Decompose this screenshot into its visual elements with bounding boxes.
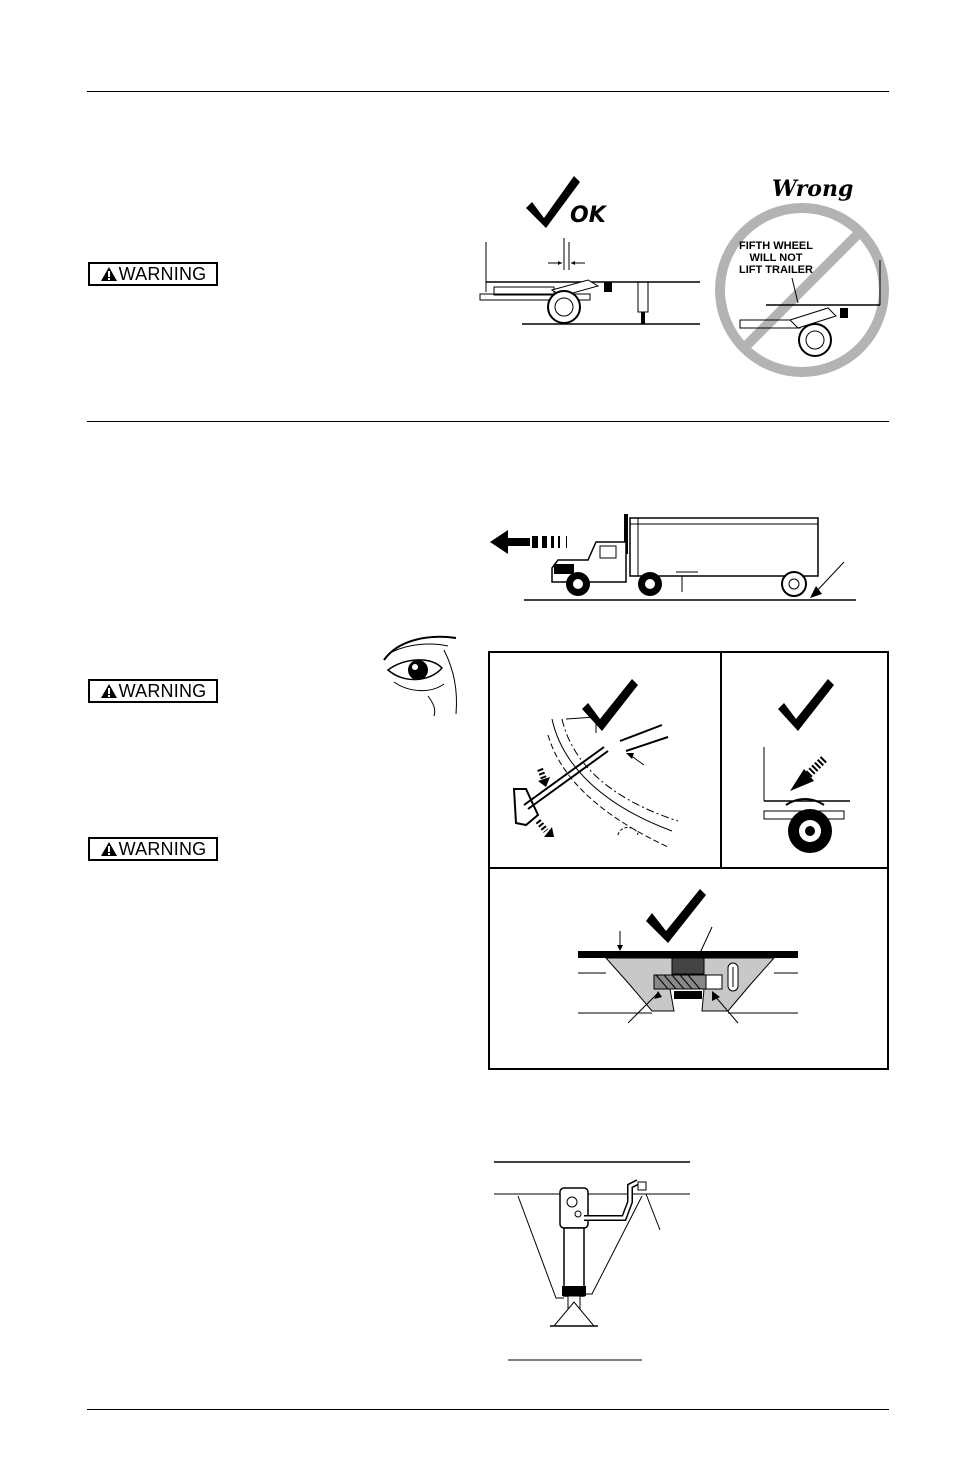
warning-text: WARNING bbox=[118, 263, 207, 284]
middle-rule bbox=[87, 421, 889, 422]
top-rule bbox=[87, 91, 889, 92]
ok-label: OK bbox=[570, 203, 606, 228]
checkmark-icon bbox=[778, 679, 834, 731]
checkmark-icon bbox=[582, 679, 638, 731]
release-handle-figure bbox=[492, 655, 718, 865]
warning-label-3 bbox=[88, 837, 218, 861]
prohibition-line-1: FIFTH WHEEL bbox=[739, 240, 813, 252]
truck-backing-figure bbox=[488, 512, 858, 604]
kingpin-lock-figure bbox=[492, 871, 885, 1066]
eye-illustration bbox=[378, 630, 462, 718]
warning-text: WARNING bbox=[118, 680, 207, 701]
prohibition-line-2: WILL NOT bbox=[749, 252, 803, 264]
hazard-triangle-icon bbox=[100, 683, 118, 699]
landing-gear-figure bbox=[492, 1158, 692, 1364]
warning-label-1 bbox=[88, 262, 218, 286]
arrow-left-icon bbox=[490, 530, 530, 554]
bottom-rule bbox=[87, 1409, 889, 1410]
checkmark-icon bbox=[646, 889, 706, 943]
wrong-fifth-wheel-figure bbox=[710, 170, 895, 385]
hazard-triangle-icon bbox=[100, 841, 118, 857]
prohibition-line-3: LIFT TRAILER bbox=[739, 264, 813, 276]
warning-label-2 bbox=[88, 679, 218, 703]
warning-text: WARNING bbox=[118, 838, 207, 859]
wrong-label: Wrong bbox=[772, 176, 854, 202]
wheel-check-figure bbox=[724, 655, 885, 865]
ok-fifth-wheel-figure bbox=[470, 170, 710, 335]
hazard-triangle-icon bbox=[100, 266, 118, 282]
